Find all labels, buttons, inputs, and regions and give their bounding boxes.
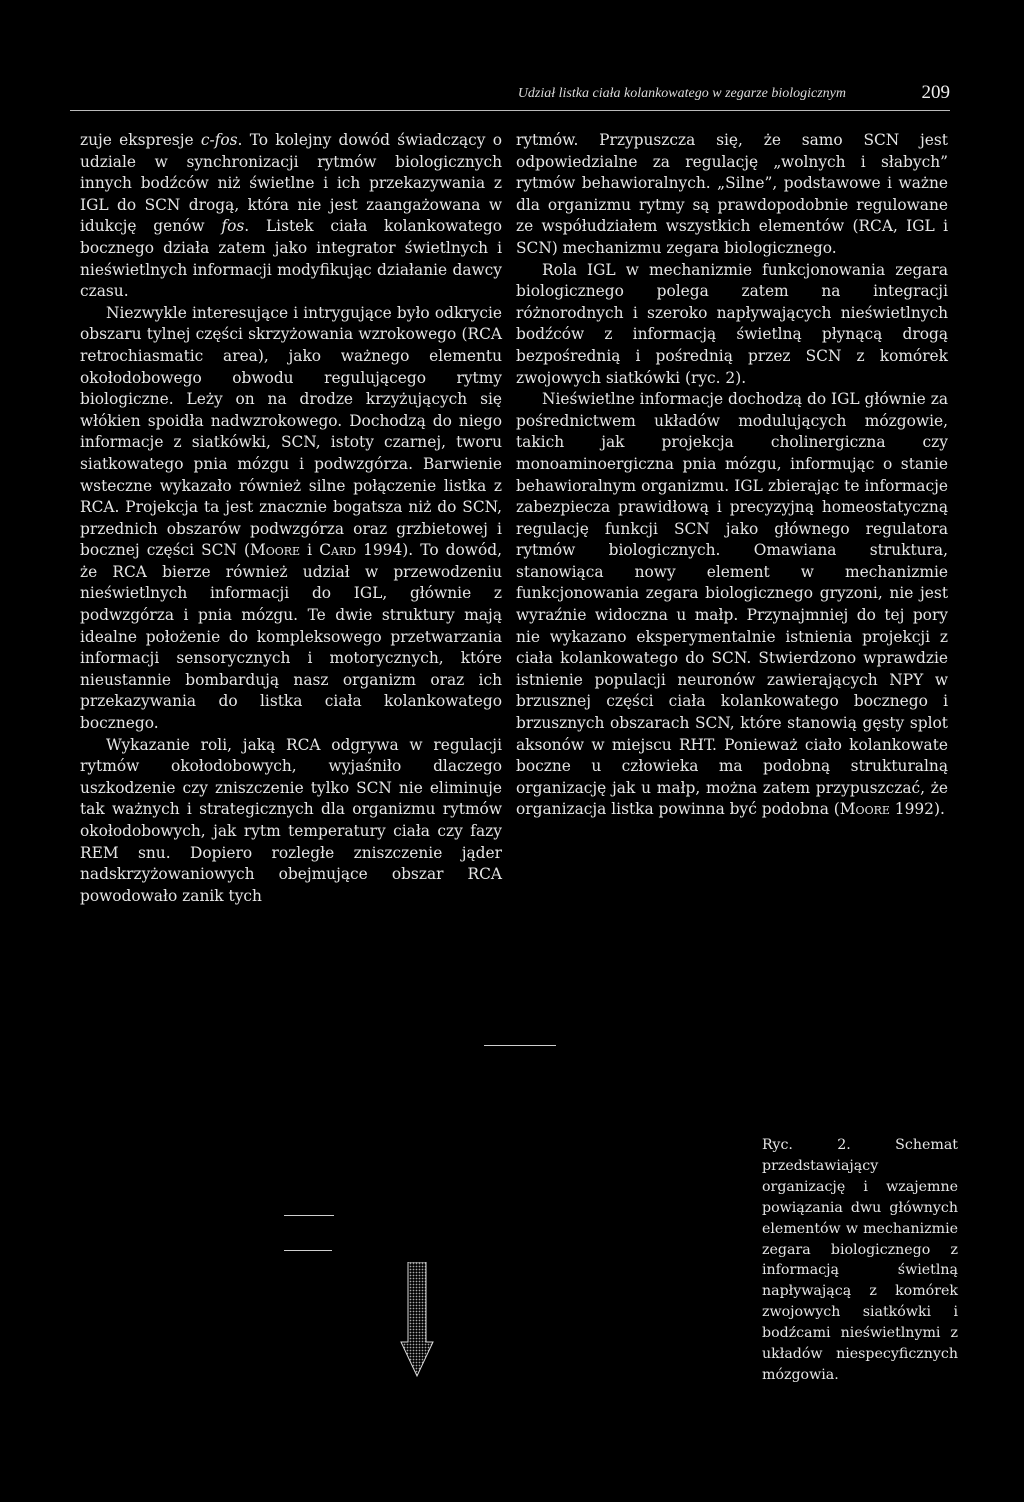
left-column	[80, 130, 502, 907]
right-column	[516, 130, 948, 821]
figure-caption: Ryc. 2. Schemat przedstawiający organizację i wzajemne powiązania dwu głównych elementów w mechanizmie zegara biologicznego z informacją świetlną napływającą z komórek zwojowych siatkówki i bodźcami nieświetlnymi z układów niespecyficznych mózgowia.	[762, 1137, 958, 1383]
text-run: . Listek ciała kolankowatego bocznego działa zatem jako integrator świetlnych i nieświetlnych informacji modyfikując działanie dawcy czasu.	[80, 217, 502, 301]
paragraph: Rola IGL w mechanizmie funkcjonowania zegara biologicznego polega zatem na integracji różnorodnych i szeroko napływających nieświetlnych bodźców z informacją świetlną płynącą drogą bezpośrednią i pośrednią przez SCN z komórek zwojowych siatkówki (ryc. 2).	[516, 260, 948, 387]
text-run: Nieświetlne informacje dochodzą do IGL głównie za pośrednictwem układów modulujących mózgowie, takich jak projekcja cholinergiczna czy monoaminoergiczna pnia mózgu, informując o stanie behawioralnym organizmu. IGL zbierając te informacje zabezpiecza prawidłową i precyzyjną homeostatyczną regulację funkcji SCN jako głównego regulatora rytmów biologicznych. Omawiana struktura, stanowiąca nowy element w mechanizmie funkcjonowania zegara biologicznego gryzoni, nie jest wyraźnie widoczna u małp. Przynajmniej do tej pory nie wykazano eksperymentalnie istnienia projekcji z ciała kolankowatego do SCN. Stwierdzono wprawdzie istnienie populacji neuronów zawierających NPY w brzusznej części ciała kolankowatego bocznego i brzusznych obszarach SCN, które stanowią gęsty splot aksonów w miejscu RHT. Ponieważ ciało kolankowate boczne u człowieka ma podobną strukturalną organizację jak u małp, można zatem przypuszczać, że organizacja listka powinna być podobna (	[516, 390, 948, 819]
header-rule	[70, 110, 950, 111]
text-run: zuje ekspresje	[80, 131, 201, 149]
text-run: 1994). To dowód, że RCA bierze również udział w przewodzeniu nieświetlnych informacji do IGL, głównie z podwzgórza i pnia mózgu. Te dwie struktury mają idealne położenie do kompleksowego przetwarzania informacji sensorycznych i motorycznych, które nieustannie bombardują nasz organizm oraz ich przekazywania do listka ciała kolankowatego bocznego.	[80, 541, 502, 733]
diagram-line	[484, 1045, 556, 1046]
paragraph: Wykazanie roli, jaką RCA odgrywa w regulacji rytmów okołodobowych, wyjaśniło dlaczego uszkodzenie czy zniszczenie tylko SCN nie eliminuje tak ważnych i strategicznych dla organizmu rytmów okołodobowych, jak rytm temperatury ciała czy fazy REM snu. Dopiero rozległe zniszczenie jąder nadskrzyżowaniowych obejmujące obszar RCA powodowało zanik tych	[80, 735, 502, 905]
citation-author: Card	[319, 541, 357, 560]
diagram-line	[284, 1215, 334, 1216]
page-number: 209	[921, 82, 950, 103]
paragraph	[516, 389, 948, 821]
text-run: i	[300, 541, 320, 560]
text-run: 1992).	[889, 800, 945, 819]
paragraph	[80, 130, 502, 303]
text-run: Niezwykle interesujące i intrygujące było odkrycie obszaru tylnej części skrzyżowania wzrokowego (RCA retrochiasmatic area), jako ważnego elementu okołodobowego obwodu regulującego rytmy biologiczne. Leży on na drodze krzyżujących się włókien spoidła nadwzrokowego. Dochodzą do niego informacje z siatkówki, SCN, istoty czarnej, tworu siatkowatego pnia mózgu i podwzgórza. Barwienie wsteczne wykazało również silne połączenie listka z RCA. Projekcja ta jest znacznie bogatsza niż do SCN, przednich obszarów podwzgórza oraz grzbietowej i bocznej części SCN (	[80, 303, 502, 560]
diagram-line	[284, 1250, 332, 1251]
paragraph	[80, 303, 502, 735]
gene-name: c-fos	[200, 131, 238, 149]
text-run: . To kolejny dowód świadczący o udziale w synchronizacji rytmów biologicznych innych bodźców niż świetlne i ich przekazywania z IGL do SCN drogą, która nie jest zaangażowana w idukcję genów	[80, 131, 502, 236]
gene-name: fos	[221, 217, 245, 236]
running-title: Udział listka ciała kolankowatego w zegarze biologicznym	[517, 86, 846, 101]
running-header	[70, 82, 950, 108]
down-arrow-icon	[400, 1262, 434, 1378]
paragraph: rytmów. Przypuszcza się, że samo SCN jest odpowiedzialne za regulację „wolnych i słabych” rytmów behawioralnych. „Silne”, podstawowe i ważne dla organizmu rytmy są prawdopodobnie regulowane ze współudziałem wszystkich elementów (RCA, IGL i SCN) mechanizmu zegara biologicznego.	[516, 131, 948, 257]
citation-author: Moore	[249, 541, 301, 560]
citation-author: Moore	[839, 800, 890, 819]
